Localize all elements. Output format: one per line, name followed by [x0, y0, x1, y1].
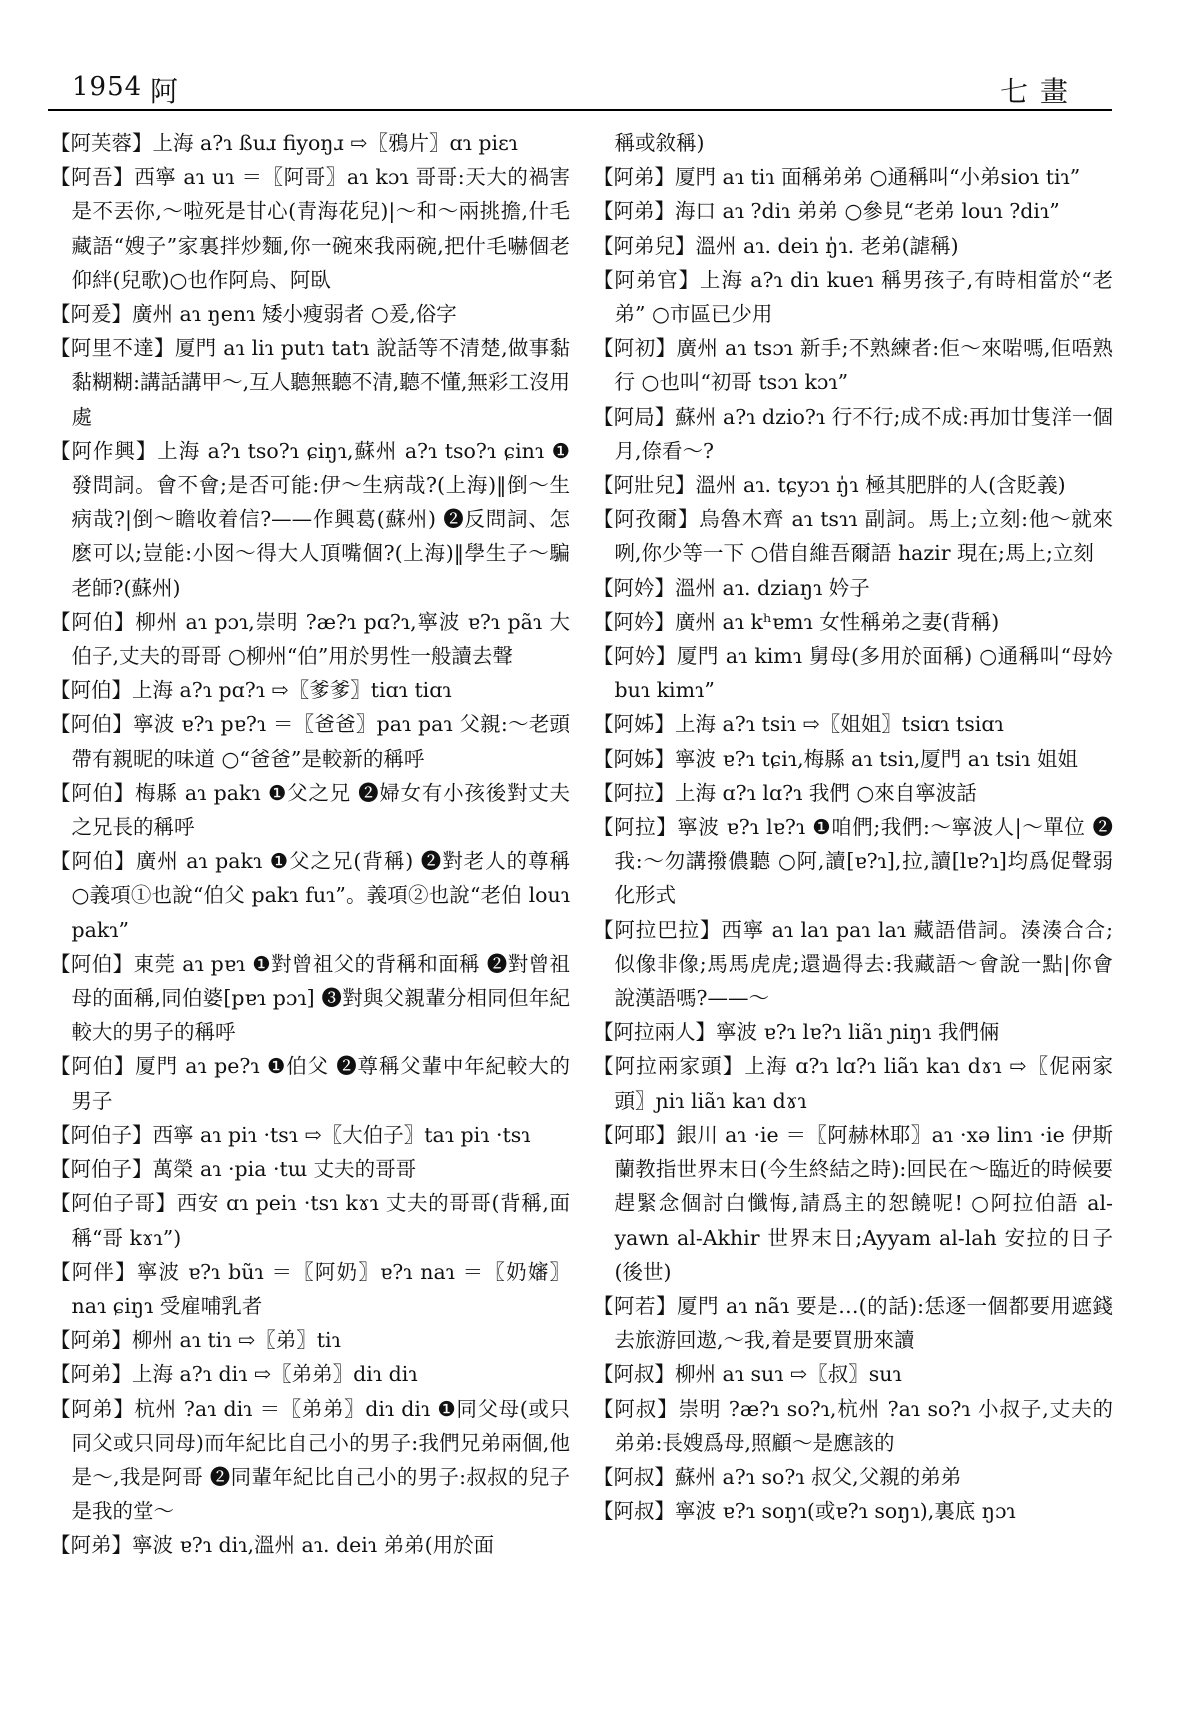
dictionary-entry: 【阿伴】寧波 ɐ?ɿ bũɿ ＝〖阿奶〗ɐ?ɿ naɿ ＝〖奶嬸〗naɿ ɕiŋɿ 受雇哺乳者 — [50, 1259, 570, 1318]
dictionary-entry: 【阿姊】寧波 ɐ?ɿ tɕiɿ,梅縣 aɿ tsiɿ,厦門 aɿ tsiɿ 姐姐 — [593, 746, 1078, 771]
dictionary-entry: 【阿伯子】西寧 aɿ piɿ ·tsɿ ⇨〖大伯子〗taɿ piɿ ·tsɿ — [50, 1122, 531, 1147]
dictionary-entry: 【阿叔】崇明 ?æ?ɿ so?ɿ,杭州 ?aɿ so?ɿ 小叔子,丈夫的弟弟:長嫂爲母,照顧～是應該的 — [593, 1396, 1113, 1455]
dictionary-entry: 【阿伯】上海 a?ɿ pɑ?ɿ ⇨〖爹爹〗tiɑɿ tiɑɿ — [50, 678, 452, 703]
dictionary-entry: 【阿拉】寧波 ɐ?ɿ lɐ?ɿ ❶咱們;我們:～寧波人|～單位 ❷我:～勿講撥儂聽 ○阿,讀[ɐ?ɿ],拉,讀[lɐ?ɿ]均爲促聲弱化形式 — [593, 815, 1113, 908]
continued-text: 稱或敘稱) — [614, 131, 705, 155]
dictionary-entry: 【阿伯】柳州 aɿ pɔɿ,崇明 ?æ?ɿ pɑ?ɿ,寧波 ɐ?ɿ pãɿ 大伯子,丈夫的哥哥 ○柳州“伯”用於男性一般讀去聲 — [50, 609, 570, 669]
dictionary-entry: 【阿弟官】上海 a?ɿ diɿ kueɿ 稱男孩子,有時相當於“老弟” ○市區已少用 — [593, 267, 1113, 327]
page-number: 1954 — [72, 72, 143, 102]
section-label: 七畫 — [999, 75, 1080, 108]
dictionary-entry: 【阿伯】廣州 aɿ pakɿ ❶父之兄(背稱) ❷對老人的尊稱 ○義項①也說“伯父 pakɿ fuɿ”。義項②也說“老伯 louɿ pakɿ” — [50, 849, 570, 942]
dictionary-entry: 【阿作興】上海 a?ɿ tso?ɿ ɕiŋɿ,蘇州 a?ɿ tso?ɿ ɕinɿ ❶發問詞。會不會;是否可能:伊～生病哉?(上海)‖倒～生病哉?|倒～瞻收着信?——作興葛(蘇州) ❷反問詞、怎麽可以;豈能:小囡～得大人頂嘴個?(上海)‖學生子～騙老師?(蘇州) — [50, 438, 570, 600]
dictionary-entry: 【阿伯子】萬榮 aɿ ·pia ·tɯ 丈夫的哥哥 — [50, 1157, 417, 1182]
dictionary-entry: 【阿壯兒】溫州 aɿ. tɕyɔɿ ŋ̍ɿ 極其肥胖的人(含貶義) — [593, 473, 1066, 498]
dictionary-entry: 【阿爰】廣州 aɿ ŋenɿ 矮小瘦弱者 ○爰,俗字 — [50, 302, 457, 327]
dictionary-entry: 【阿伯】寧波 ɐ?ɿ pɐ?ɿ ＝〖爸爸〗paɿ paɿ 父親:～老頭帶有親昵的味道 ○“爸爸”是較新的稱呼 — [50, 712, 570, 771]
dictionary-entry: 【阿叔】柳州 aɿ suɿ ⇨〖叔〗suɿ — [593, 1362, 902, 1387]
dictionary-entry: 【阿吾】西寧 aɿ uɿ ＝〖阿哥〗aɿ kɔɿ 哥哥:天大的禍害是不丟你,～啦死是甘心(青海花兒)|～和～兩挑擔,什毛藏語“嫂子”家裏拌炒麵,你一碗來我兩碗,把什毛嚇個老仰絆(兒歌)○也作阿烏、阿臥 — [50, 165, 570, 292]
dictionary-entry: 【阿初】廣州 aɿ tsɔɿ 新手;不熟練者:佢～來啱嗎,佢唔熟行 ○也叫“初哥 tsɔɿ kɔɿ” — [593, 336, 1113, 395]
dictionary-entry: 【阿伯】梅縣 aɿ pakɿ ❶父之兄 ❷婦女有小孩後對丈夫之兄長的稱呼 — [50, 780, 570, 840]
dictionary-entry: 【阿弟】海口 aɿ ?diɿ 弟弟 ○參見“老弟 louɿ ?diɿ” — [593, 199, 1060, 224]
page-header — [50, 66, 1110, 110]
dictionary-entry: 【阿伯】東莞 aɿ pɐɿ ❶對曾祖父的背稱和面稱 ❷對曾祖母的面稱,同伯婆[pɐɿ pɔɿ] ❸對與父親輩分相同但年紀較大的男子的稱呼 — [50, 951, 570, 1045]
right-column — [593, 126, 1113, 1696]
dictionary-entry: 【阿伯子哥】西安 ɑɿ peiɿ ·tsɿ kɤɿ 丈夫的哥哥(背稱,面稱“哥 kɤɿ”) — [50, 1191, 570, 1250]
dictionary-entry: 【阿拉兩人】寧波 ɐ?ɿ lɐ?ɿ liãɿ ɲiŋɿ 我們倆 — [593, 1020, 1000, 1045]
dictionary-entry: 【阿弟】杭州 ?aɿ diɿ ＝〖弟弟〗diɿ diɿ ❶同父母(或只同父或只同母)而年紀比自己小的男子:我們兄弟兩個,他是～,我是阿哥 ❷同輩年紀比自己小的男子:叔叔的兒子是我的堂～ — [50, 1396, 570, 1524]
dictionary-entry: 【阿孜爾】烏魯木齊 aɿ tsɿɿ 副詞。馬上;立刻:他～就來咧,你少等一下 ○借自維吾爾語 hazir 現在;馬上;立刻 — [593, 507, 1113, 566]
header-rule — [48, 109, 1112, 111]
dictionary-entry: 【阿若】厦門 aɿ nãɿ 要是…(的話):恁逐一個都要用遮錢去旅游回遨,～我,着是要買册來讀 — [593, 1293, 1113, 1353]
dictionary-entry: 【阿拉巴拉】西寧 aɿ laɿ paɿ laɿ 藏語借詞。湊湊合合;似像非像;馬馬虎虎;還過得去:我藏語～會說一點|你會說漢語嗎?——～ — [593, 917, 1113, 1011]
dictionary-entry: 【阿里不達】厦門 aɿ liɿ putɿ tatɿ 說話等不清楚,做事黏黏糊糊:講話講甲～,互人聽無聽不清,聽不懂,無彩工沒用處 — [50, 336, 570, 429]
dictionary-entry: 【阿妗】廣州 aɿ kʰɐmɿ 女性稱弟之妻(背稱) — [593, 609, 1000, 634]
dictionary-entry: 【阿妗】溫州 aɿ. dziaŋɿ 妗子 — [593, 575, 870, 600]
dictionary-entry: 【阿芙蓉】上海 a?ɿ ßuɹ fiyoŋɹ ⇨〖鴉片〗ɑɿ piɛɿ — [50, 131, 518, 155]
dictionary-entry: 【阿弟】寧波 ɐ?ɿ diɿ,溫州 aɿ. deiɿ 弟弟(用於面 — [50, 1533, 495, 1558]
running-head-char: 阿 — [150, 75, 179, 108]
dictionary-entry: 【阿妗】厦門 aɿ kimɿ 舅母(多用於面稱) ○通稱叫“母妗 buɿ kimɿ” — [593, 644, 1113, 703]
dictionary-entry: 【阿弟兒】溫州 aɿ. deiɿ ŋ̍ɿ. 老弟(謔稱) — [593, 233, 959, 258]
dictionary-entry: 【阿叔】寧波 ɐ?ɿ soŋɿ(或ɐ?ɿ soŋɿ),裏底 ŋɔɿ — [593, 1499, 1016, 1524]
dictionary-entry: 【阿伯】厦門 aɿ pe?ɿ ❶伯父 ❷尊稱父輩中年紀較大的男子 — [50, 1054, 570, 1113]
dictionary-entry: 【阿弟】上海 a?ɿ diɿ ⇨〖弟弟〗diɿ diɿ — [50, 1362, 418, 1387]
dictionary-entry: 【阿拉】上海 ɑ?ɿ lɑ?ɿ 我們 ○來自寧波話 — [593, 780, 977, 805]
dictionary-entry: 【阿姊】上海 a?ɿ tsiɿ ⇨〖姐姐〗tsiɑɿ tsiɑɿ — [593, 712, 1004, 737]
dictionary-entry: 【阿弟】厦門 aɿ tiɿ 面稱弟弟 ○通稱叫“小弟sioɿ tiɿ” — [593, 165, 1081, 190]
dictionary-entry: 【阿叔】蘇州 a?ɿ so?ɿ 叔父,父親的弟弟 — [593, 1464, 962, 1489]
left-column — [50, 126, 570, 1696]
dictionary-entry: 【阿耶】銀川 aɿ ·ie ＝〖阿赫林耶〗aɿ ·xə linɿ ·ie 伊斯蘭教指世界末日(今生終結之時):回民在～臨近的時候要趕緊念個討白懺悔,請爲主的恕饒呢! ○阿拉伯語 al-yawn al-Akhir 世界末日;Ayyam al-lah 安拉的日子(後世) — [593, 1122, 1113, 1284]
dictionary-entry: 【阿拉兩家頭】上海 ɑ?ɿ lɑ?ɿ liãɿ kaɿ dɤɿ ⇨〖伲兩家頭〗ɲiɿ liãɿ kaɿ dɤɿ — [593, 1054, 1113, 1113]
dictionary-entry: 【阿局】蘇州 a?ɿ dzio?ɿ 行不行;成不成:再加廿隻洋一個月,倷看～? — [593, 404, 1113, 463]
dictionary-entry: 【阿弟】柳州 aɿ tiɿ ⇨〖弟〗tiɿ — [50, 1328, 341, 1353]
